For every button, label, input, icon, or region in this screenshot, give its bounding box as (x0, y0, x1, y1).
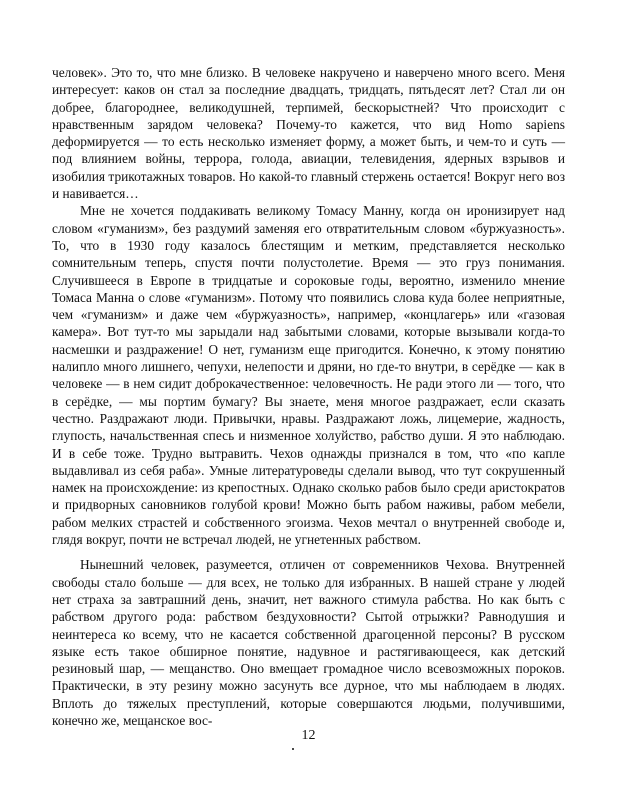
page-number: 12 (301, 728, 316, 743)
paragraph-1: человек». Это то, что мне близко. В человеке накручено и наверчено много всего. Меня интересует: каков он стал за последние двадцать, тридцать, пятьдесят лет? Стал ли он добрее, благороднее, великодушней, терпимей, бескорыстней? Что происходит с нравственным зарядом человека? Почему-то кажется, что вид Homo sapiens деформируется — то есть несколько изменяет форму, а может быть, и чем-то и суть — под влиянием войны, террора, голода, авиации, телевидения, ядерных взрывов и изобилия трикотажных товаров. Но какой-то главный стержень остается! Вокруг него воз и навивается… (52, 65, 565, 202)
paragraph-3: Нынешний человек, разумеется, отличен от современников Чехова. Внутренней свободы стало больше — для всех, не только для избранных. В нашей стране у людей нет страха за завтрашний день, значит, нет важного стимула рабства. Но как быть с рабством другого рода: рабством бездуховности? Сытой отрыжки? Равнодушия и неинтереса ко всему, что не касается собственной драгоценной персоны? В русском языке есть такое обширное понятие, надувное и растягивающееся, как детский резиновый шар, — мещанство. Оно вмещает громадное число всевозможных пороков. Практически, в эту резину можно засунуть все дурное, что мы наблюдаем в людях. Вплоть до тяжелых преступлений, которые совершаются людьми, получившими, конечно же, мещанское вос- (52, 557, 565, 728)
print-speck (292, 748, 294, 750)
paragraph-2: Мне не хочется поддакивать великому Томасу Манну, когда он иронизирует над словом «гуманизм», без раздумий заменяя его отвратительным словом «буржуазность». То, что в 1930 году казалось блестящим и метким, представляется несколько сомнительным теперь, спустя почти полустолетие. Время — это груз понимания. Случившееся в Европе в тридцатые и сороковые годы, вероятно, изменило мнение Томаса Манна о слове «гуманизм». Потому что появились слова куда более неприятные, чем «гуманизм» и даже чем «буржуазность», например, «концлагерь» или «газовая камера». Вот тут-то мы зарыдали над забытыми словами, которые вызывали когда-то насмешки и раздражение! О нет, гуманизм еще пригодится. Конечно, к этому понятию налипло много лишнего, чепухи, нелепости и дряни, но где-то внутри, в серёдке — как в человеке — в нем сидит доброкачественное: человечность. Не ради этого ли — того, что в серёдке, — мы портим бумагу? Вы знаете, меня многое раздражает, если сказать честно. Раздражают люди. Привычки, нравы. Раздражают ложь, лицемерие, жадность, глупость, начальственная спесь и низменное холуйство, рабство души. Я это наблюдаю. И в себе тоже. Трудно вытравить. Чехов однажды признался в том, что «по капле выдавливал из себя раба». Умные литературоведы сделали вывод, что тут сокрушенный намек на происхождение: из крепостных. Однако сколько рабов было среди аристократов и придворных сановников голубой крови! Можно быть рабом наживы, рабом мебели, рабом мелких страстей и собственного эгоизма. Чехов мечтал о внутренней свободе и, глядя вокруг, почти не встречал людей, не угнетенных рабством. (52, 203, 565, 548)
